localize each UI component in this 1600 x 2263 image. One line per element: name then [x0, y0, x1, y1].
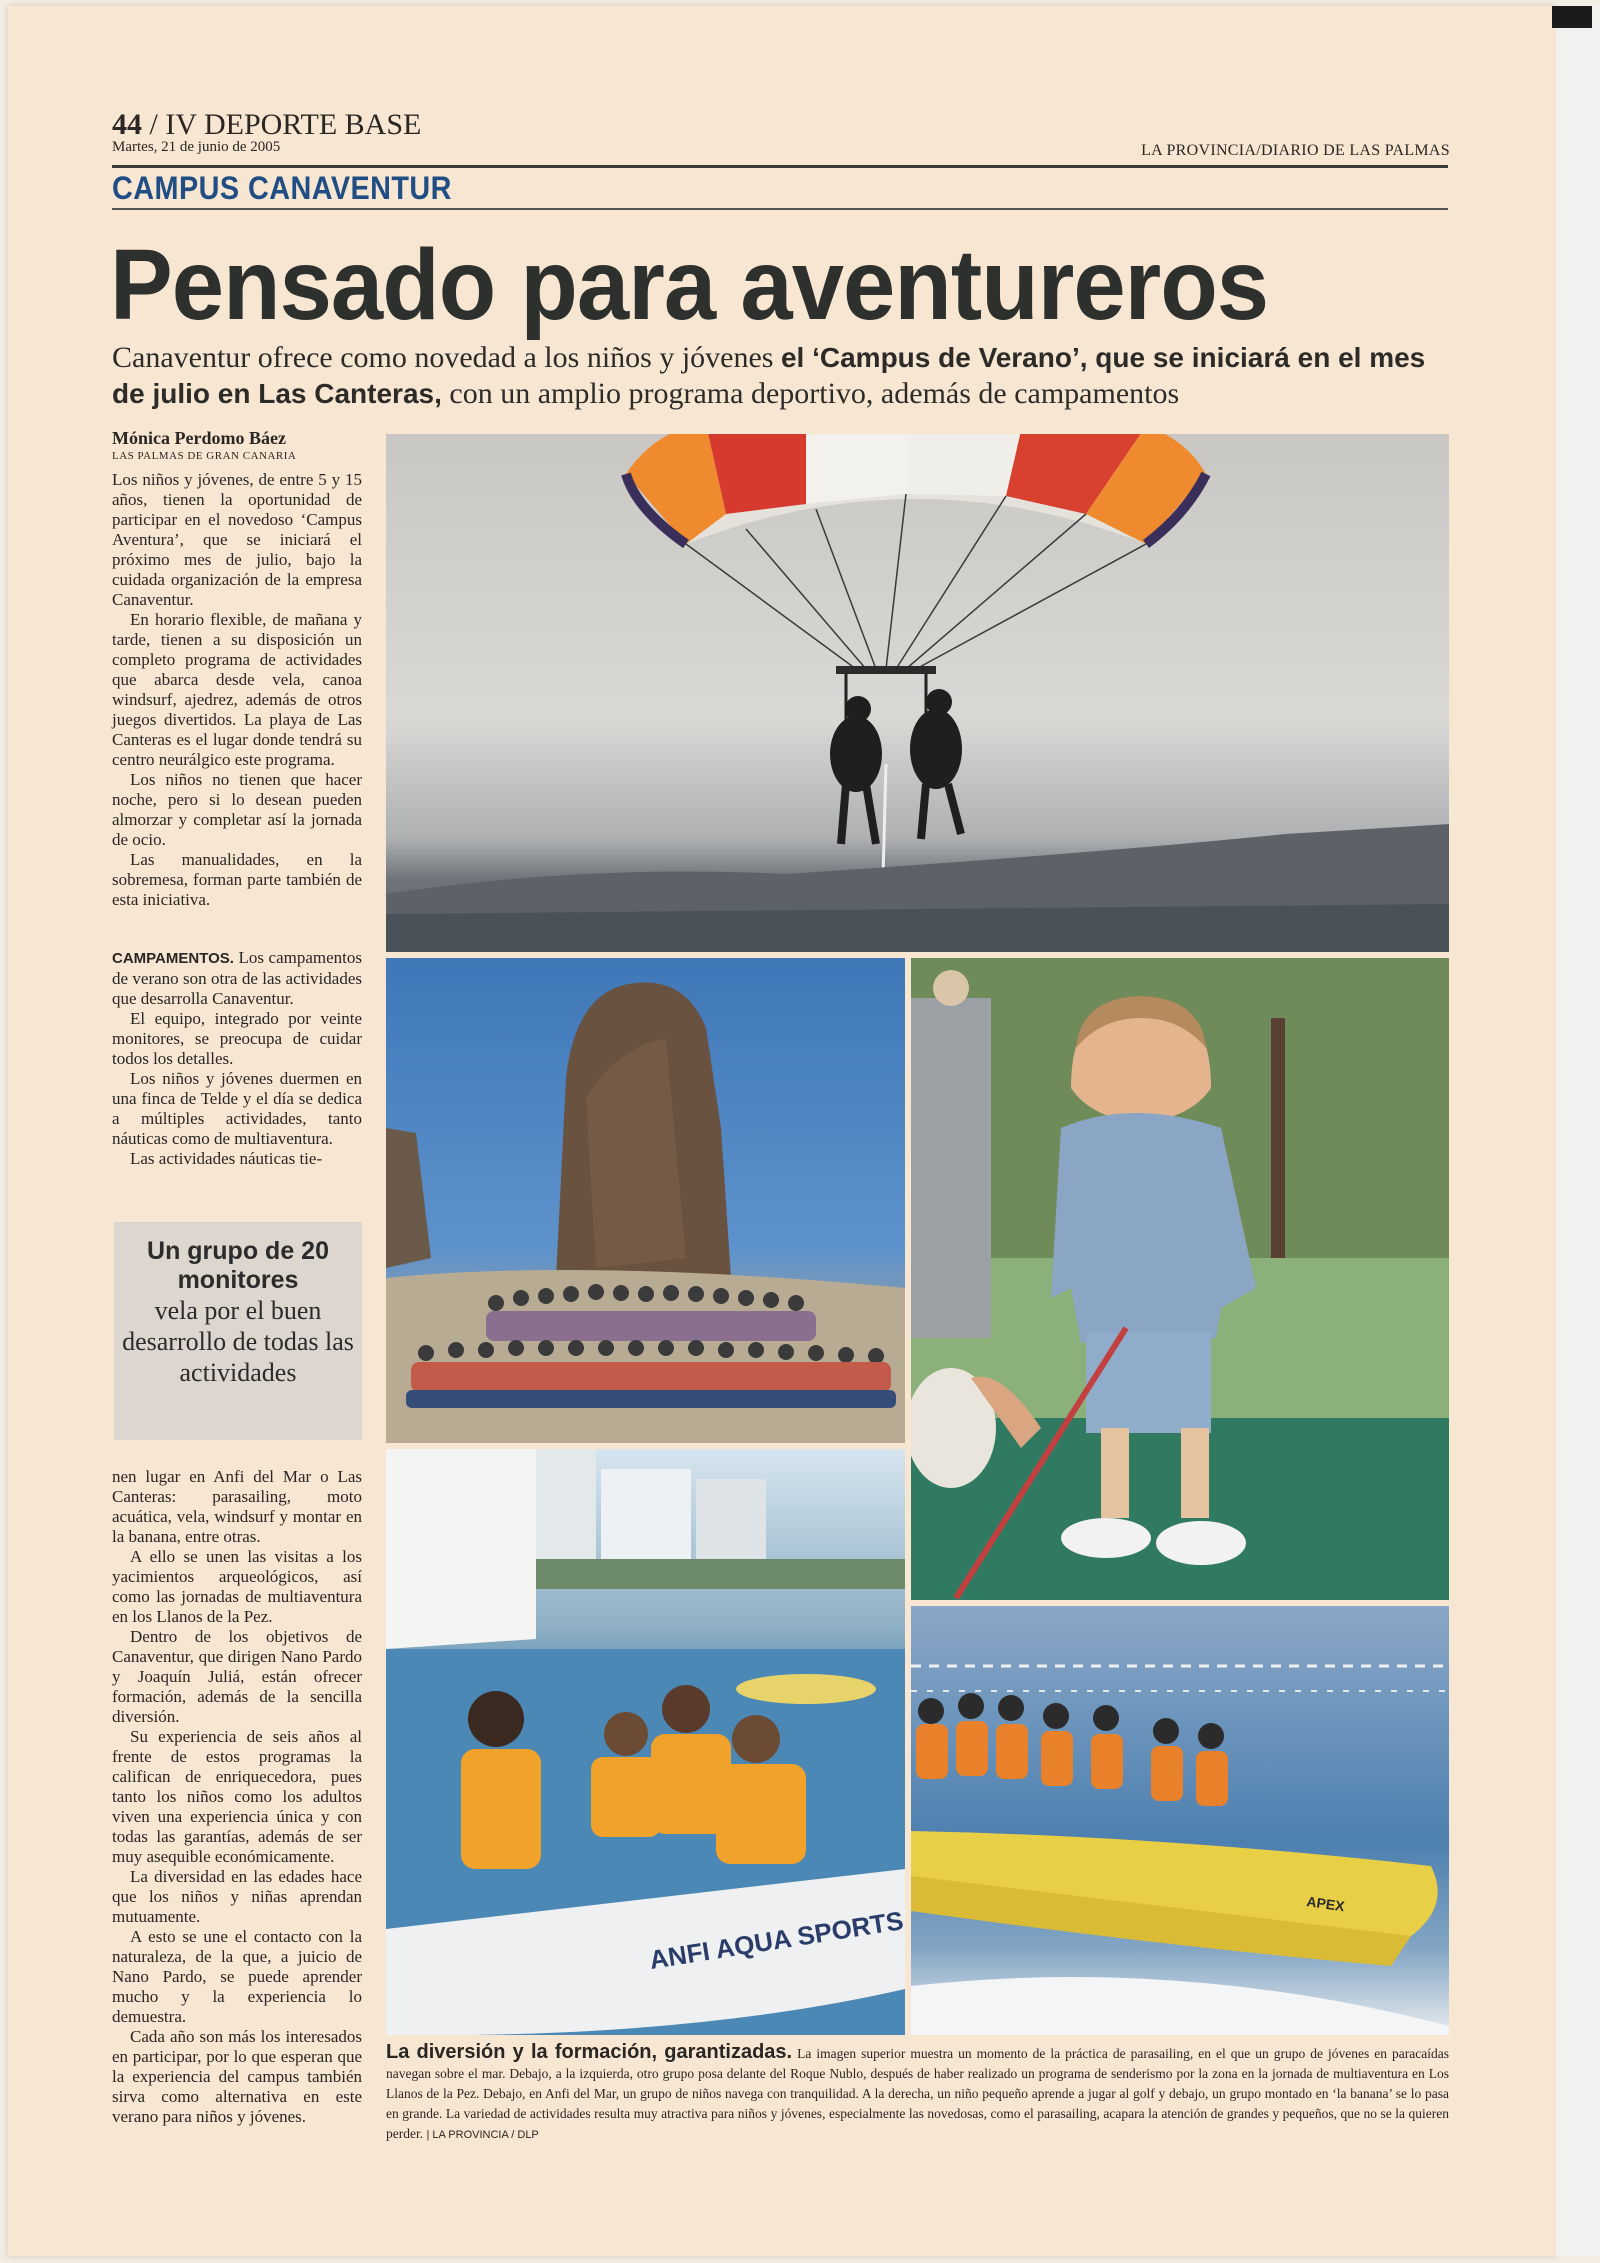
paragraph: A esto se une el contacto con la naturaleza, de la que, a juicio de Nano Pardo, se puede aprender mucho y la experiencia lo demuestra.	[112, 1927, 362, 2026]
deck-part-2: con un amplio programa deportivo, además de campamentos	[441, 377, 1180, 410]
dateline-location: LAS PALMAS DE GRAN CANARIA	[112, 450, 297, 462]
paragraph: La diversidad en las edades hace que los niños y niñas aprendan mutuamente.	[112, 1867, 362, 1926]
banana-illustration	[911, 1606, 1449, 2035]
group-roque-nublo-photo	[386, 958, 905, 1443]
caption-lead: La diversión y la formación, garantizadas.	[386, 2041, 793, 2063]
headline: Pensado para aventureros	[110, 229, 1269, 341]
boat-label: ANFI AQUA SPORTS	[647, 1905, 905, 1975]
sailing-illustration	[386, 1449, 905, 2035]
page-edge	[1556, 6, 1600, 2256]
author: Mónica Perdomo Báez	[112, 428, 286, 448]
paragraph	[112, 948, 362, 1009]
paragraph-text: Los campamentos de verano son otra de las actividades que desarrolla Canaventur.	[112, 948, 362, 1008]
paragraph: En horario flexible, de mañana y tarde, tienen a su disposición un completo programa de actividades que abarca desde vela, canoa windsurf, ajedrez, además de otros juegos divertidos. La playa de Las Canteras es el lugar donde tendrá su centro neurálgico este programa.	[112, 610, 362, 769]
scan-corner-mark	[1552, 6, 1592, 28]
paragraph: Los niños y jóvenes, de entre 5 y 15 años, tienen la oportunidad de participar en el novedoso ‘Campus Aventura’, que se iniciará el próximo mes de julio, bajo la cuidada organización de la empresa Canaventur.	[112, 470, 362, 609]
paragraph: Las actividades náuticas tie-	[130, 1149, 323, 1168]
folio-separator: /	[149, 108, 166, 141]
page-number: 44	[112, 108, 142, 141]
body-text-block-1	[112, 470, 362, 910]
newspaper-name: LA PROVINCIA/DIARIO DE LAS PALMAS	[1141, 142, 1450, 159]
child-golf-photo	[911, 958, 1449, 1600]
paragraph: El equipo, integrado por veinte monitores, se preocupa de cuidar todos los detalles.	[112, 1009, 362, 1068]
paragraph: Las manualidades, en la sobremesa, forman parte también de esta iniciativa.	[112, 850, 362, 909]
paragraph: Dentro de los objetivos de Canaventur, que dirigen Nano Pardo y Joaquín Juliá, están ofrecer formación, además de la sencilla diversión.	[112, 1627, 362, 1726]
paragraph: A ello se unen las visitas a los yacimientos arqueológicos, así como las jornadas de multiaventura en los Llanos de la Pez.	[112, 1547, 362, 1626]
topic-label: CAMPUS CANAVENTUR	[112, 170, 452, 206]
page-folio	[112, 110, 421, 140]
banana-label: APEX	[1305, 1893, 1346, 1915]
pullquote-bold: Un grupo de 20 monitores	[147, 1237, 329, 1294]
pullquote	[114, 1222, 362, 1440]
body-text-block-2	[112, 948, 362, 1169]
paragraph: Cada año son más los interesados en participar, por lo que esperan que la experiencia del campus también sirva como alternativa en este verano para niños y jóvenes.	[112, 2027, 362, 2126]
photo-credit: | LA PROVINCIA / DLP	[426, 2129, 539, 2141]
deck	[112, 340, 1452, 412]
photo-caption	[386, 2042, 1449, 2145]
parasailing-photo	[386, 434, 1449, 952]
deck-part-1: Canaventur ofrece como novedad a los niños y jóvenes	[112, 341, 781, 374]
paragraph: Su experiencia de seis años al frente de estos programas la califican de enriquecedora, pues tanto los niños como los adultos viven una experiencia única y con todas las garantías, además de ser muy asequible económicamente.	[112, 1727, 362, 1866]
golf-illustration	[911, 958, 1449, 1600]
caption-text: La imagen superior muestra un momento de la práctica de parasailing, en el que un grupo de jóvenes en paracaídas navegan sobre el mar. Debajo, a la izquierda, otro grupo posa delante del Roque Nublo, después de haber realizado un programa de senderismo por la zona en la jornada de multiaventura en Los Llanos de la Pez. Debajo, en Anfi del Mar, un grupo de niños navega con tranquilidad. A la derecha, un niño pequeño aprende a jugar al golf y debajo, un grupo montado en ‘la banana’ se lo pasa en grande. La variedad de actividades resulta muy atractiva para niños y jóvenes, especialmente las novedosas, como el parasailing, acapara la atención de grandes y pequeños, que no se la quieren perder.	[386, 2046, 1449, 2141]
banana-boat-photo	[911, 1606, 1449, 2035]
roque-nublo-illustration	[386, 958, 905, 1443]
subhead-lead: CAMPAMENTOS.	[112, 950, 234, 967]
issue-date: Martes, 21 de junio de 2005	[112, 139, 281, 155]
pullquote-text: vela por el buen desarrollo de todas las actividades	[122, 1296, 354, 1387]
paragraph: Los niños y jóvenes duermen en una finca de Telde y el día se dedica a múltiples actividades, tanto náuticas como de multiaventura.	[112, 1069, 362, 1148]
section-name: IV DEPORTE BASE	[165, 108, 422, 141]
parasailing-illustration	[386, 434, 1449, 952]
paragraph: nen lugar en Anfi del Mar o Las Canteras: parasailing, moto acuática, vela, windsurf y montar en la banana, entre otras.	[112, 1467, 362, 1546]
topic-rule	[112, 208, 1448, 210]
header-rule	[112, 165, 1448, 168]
deck-bold: el ‘Campus de Verano’, que se iniciará en el mes de julio en Las Canteras,	[112, 342, 1426, 409]
paragraph: Los niños no tienen que hacer noche, pero si lo desean pueden almorzar y completar así la jornada de ocio.	[112, 770, 362, 849]
body-text-block-3	[112, 1467, 362, 2127]
sailing-kids-photo	[386, 1449, 905, 2035]
